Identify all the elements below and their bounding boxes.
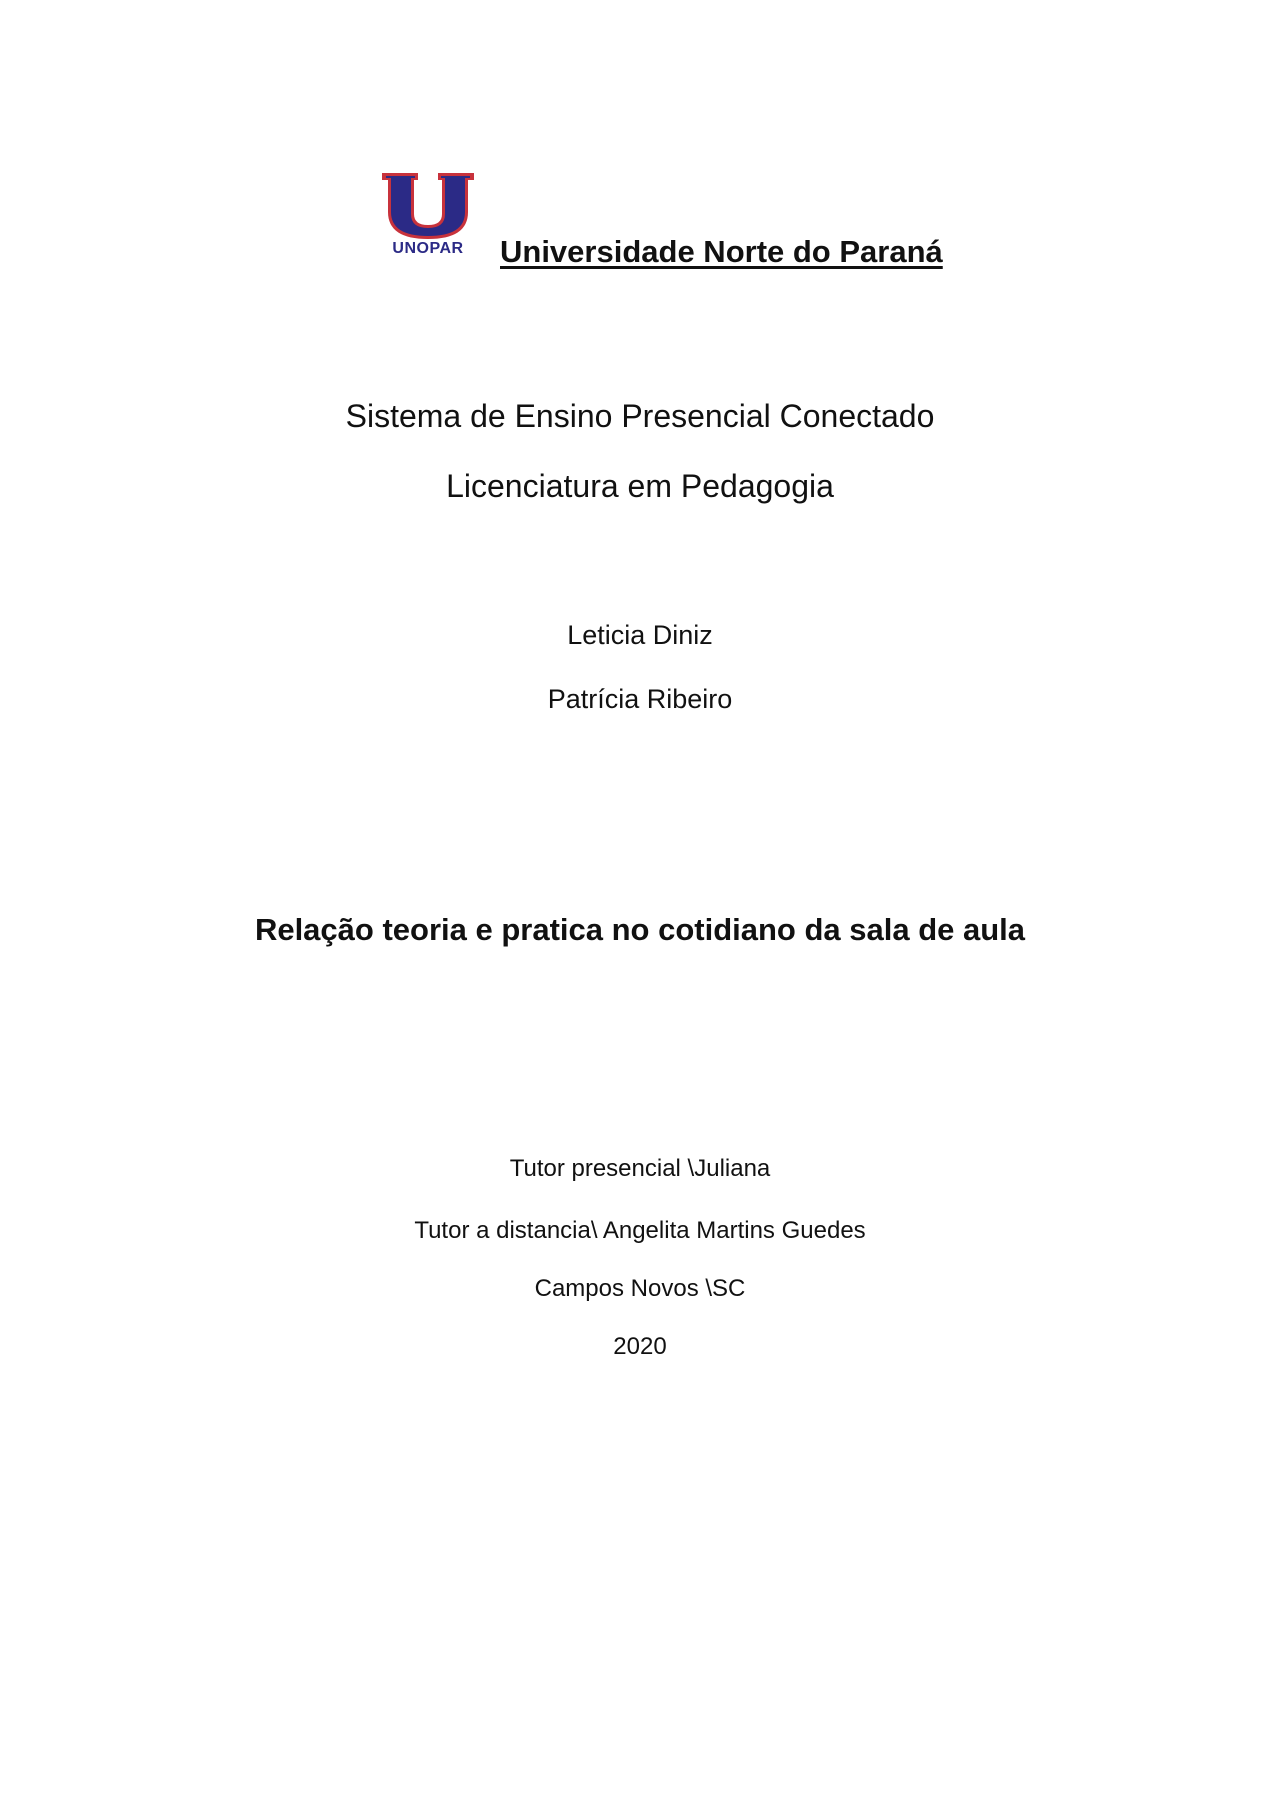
program-system: Sistema de Ensino Presencial Conectado [345,398,935,434]
year: 2020 [613,1333,667,1360]
city-state: Campos Novos \SC [534,1275,746,1302]
program-course: Licenciatura em Pedagogia [446,468,834,504]
author-name: Patrícia Ribeiro [547,684,733,714]
document-title: Relação teoria e pratica no cotidiano da sala de aula [254,912,1026,947]
author-name: Leticia Diniz [567,620,713,650]
logo-wordmark: UNOPAR [392,240,464,257]
university-logo [378,170,478,262]
tutor-presencial: Tutor presencial \Juliana [509,1155,771,1182]
tutor-distancia: Tutor a distancia\ Angelita Martins Guedes [414,1217,866,1244]
university-name: Universidade Norte do Paraná [500,234,943,269]
unopar-u-logo-icon [378,170,478,242]
